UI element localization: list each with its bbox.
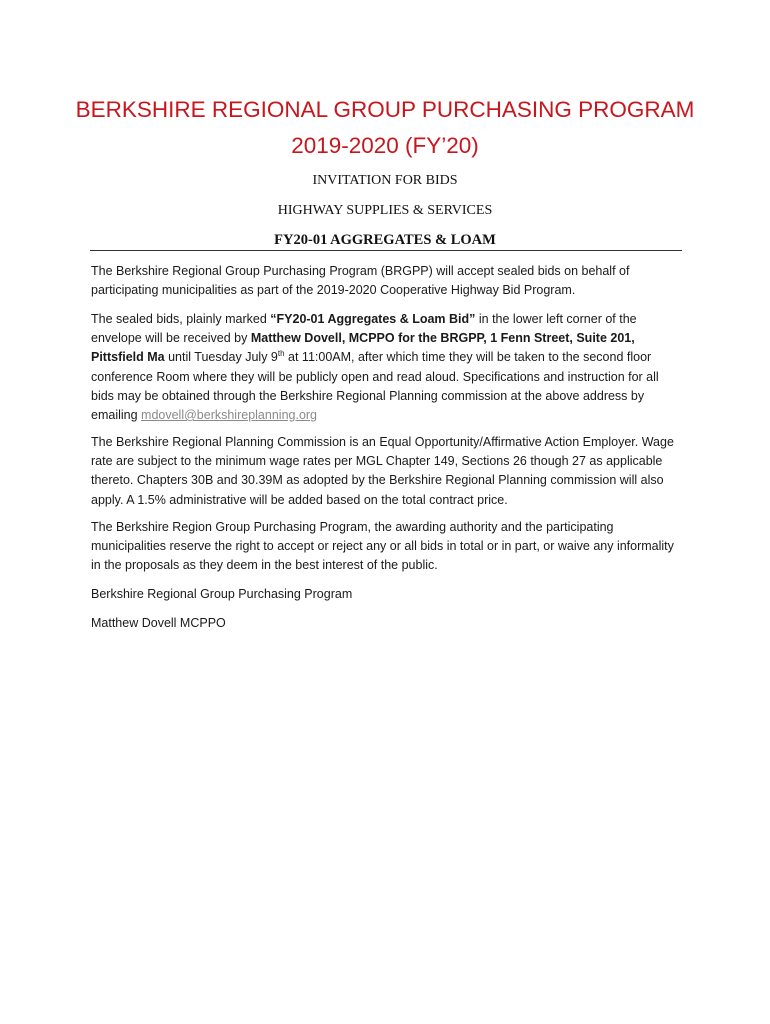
submission-text-1: The sealed bids, plainly marked bbox=[91, 312, 271, 326]
signature-name bbox=[91, 614, 683, 633]
intro-paragraph bbox=[91, 262, 683, 300]
signature-org-text: Berkshire Regional Group Purchasing Program bbox=[91, 587, 353, 601]
subtitle-invitation: INVITATION FOR BIDS bbox=[312, 173, 458, 188]
rights-paragraph bbox=[91, 518, 683, 576]
bid-label: “FY20-01 Aggregates & Loam Bid” bbox=[270, 312, 476, 326]
equal-opportunity-paragraph bbox=[91, 433, 683, 510]
submission-text-3: until Tuesday July 9 bbox=[164, 350, 278, 365]
email-link[interactable]: mdovell@berkshireplanning.org bbox=[141, 408, 318, 423]
equal-opportunity-text: The Berkshire Regional Planning Commission is an Equal Opportunity/Affirmative Action Employer. Wage rate are subject to the minimum wage rates per MGL Chapter 149, Sections 26 though 27 as applicable thereto. Chapters 30B and 30.39M as adopted by the Berkshire Regional Planning commission will also apply. A 1.5% administrative will be added based on the total contract price. bbox=[91, 435, 674, 507]
document-title-line2: 2019-2020 (FY’20) bbox=[291, 133, 479, 158]
subtitle-bid-number: FY20-01 AGGREGATES & LOAM bbox=[274, 232, 496, 248]
rights-text: The Berkshire Region Group Purchasing Program, the awarding authority and the participating municipalities reserve the right to accept or reject any or all bids in total or in part, or waive any informality in the proposals as they deem in the best interest of the public. bbox=[91, 520, 674, 573]
signature-org bbox=[91, 585, 683, 604]
submission-paragraph bbox=[91, 310, 683, 425]
header-divider bbox=[90, 250, 682, 251]
recipient-address: Matthew Dovell, MCPPO for the BRGPP, 1 Fenn Street, Suite 201, Pittsfield Ma bbox=[91, 331, 635, 365]
document-title-line1: BERKSHIRE REGIONAL GROUP PURCHASING PROGRAM bbox=[75, 97, 695, 122]
date-ordinal: th bbox=[277, 349, 285, 359]
subtitle-category: HIGHWAY SUPPLIES & SERVICES bbox=[277, 203, 493, 218]
submission-text-2: in the lower left corner of the envelope will be received by bbox=[91, 312, 637, 346]
signature-name-text: Matthew Dovell MCPPO bbox=[91, 616, 226, 630]
submission-text-4: at 11:00AM, after which time they will be taken to the second floor conference Room where they will be publicly open and read aloud. Specifications and instruction for all bids may be obtained through the Berkshire Regional Planning commission at the above address by emailing bbox=[91, 350, 659, 423]
intro-paragraph-text: The Berkshire Regional Group Purchasing Program (BRGPP) will accept sealed bids on behalf of participating municipalities as part of the 2019-2020 Cooperative Highway Bid Program. bbox=[91, 264, 630, 298]
